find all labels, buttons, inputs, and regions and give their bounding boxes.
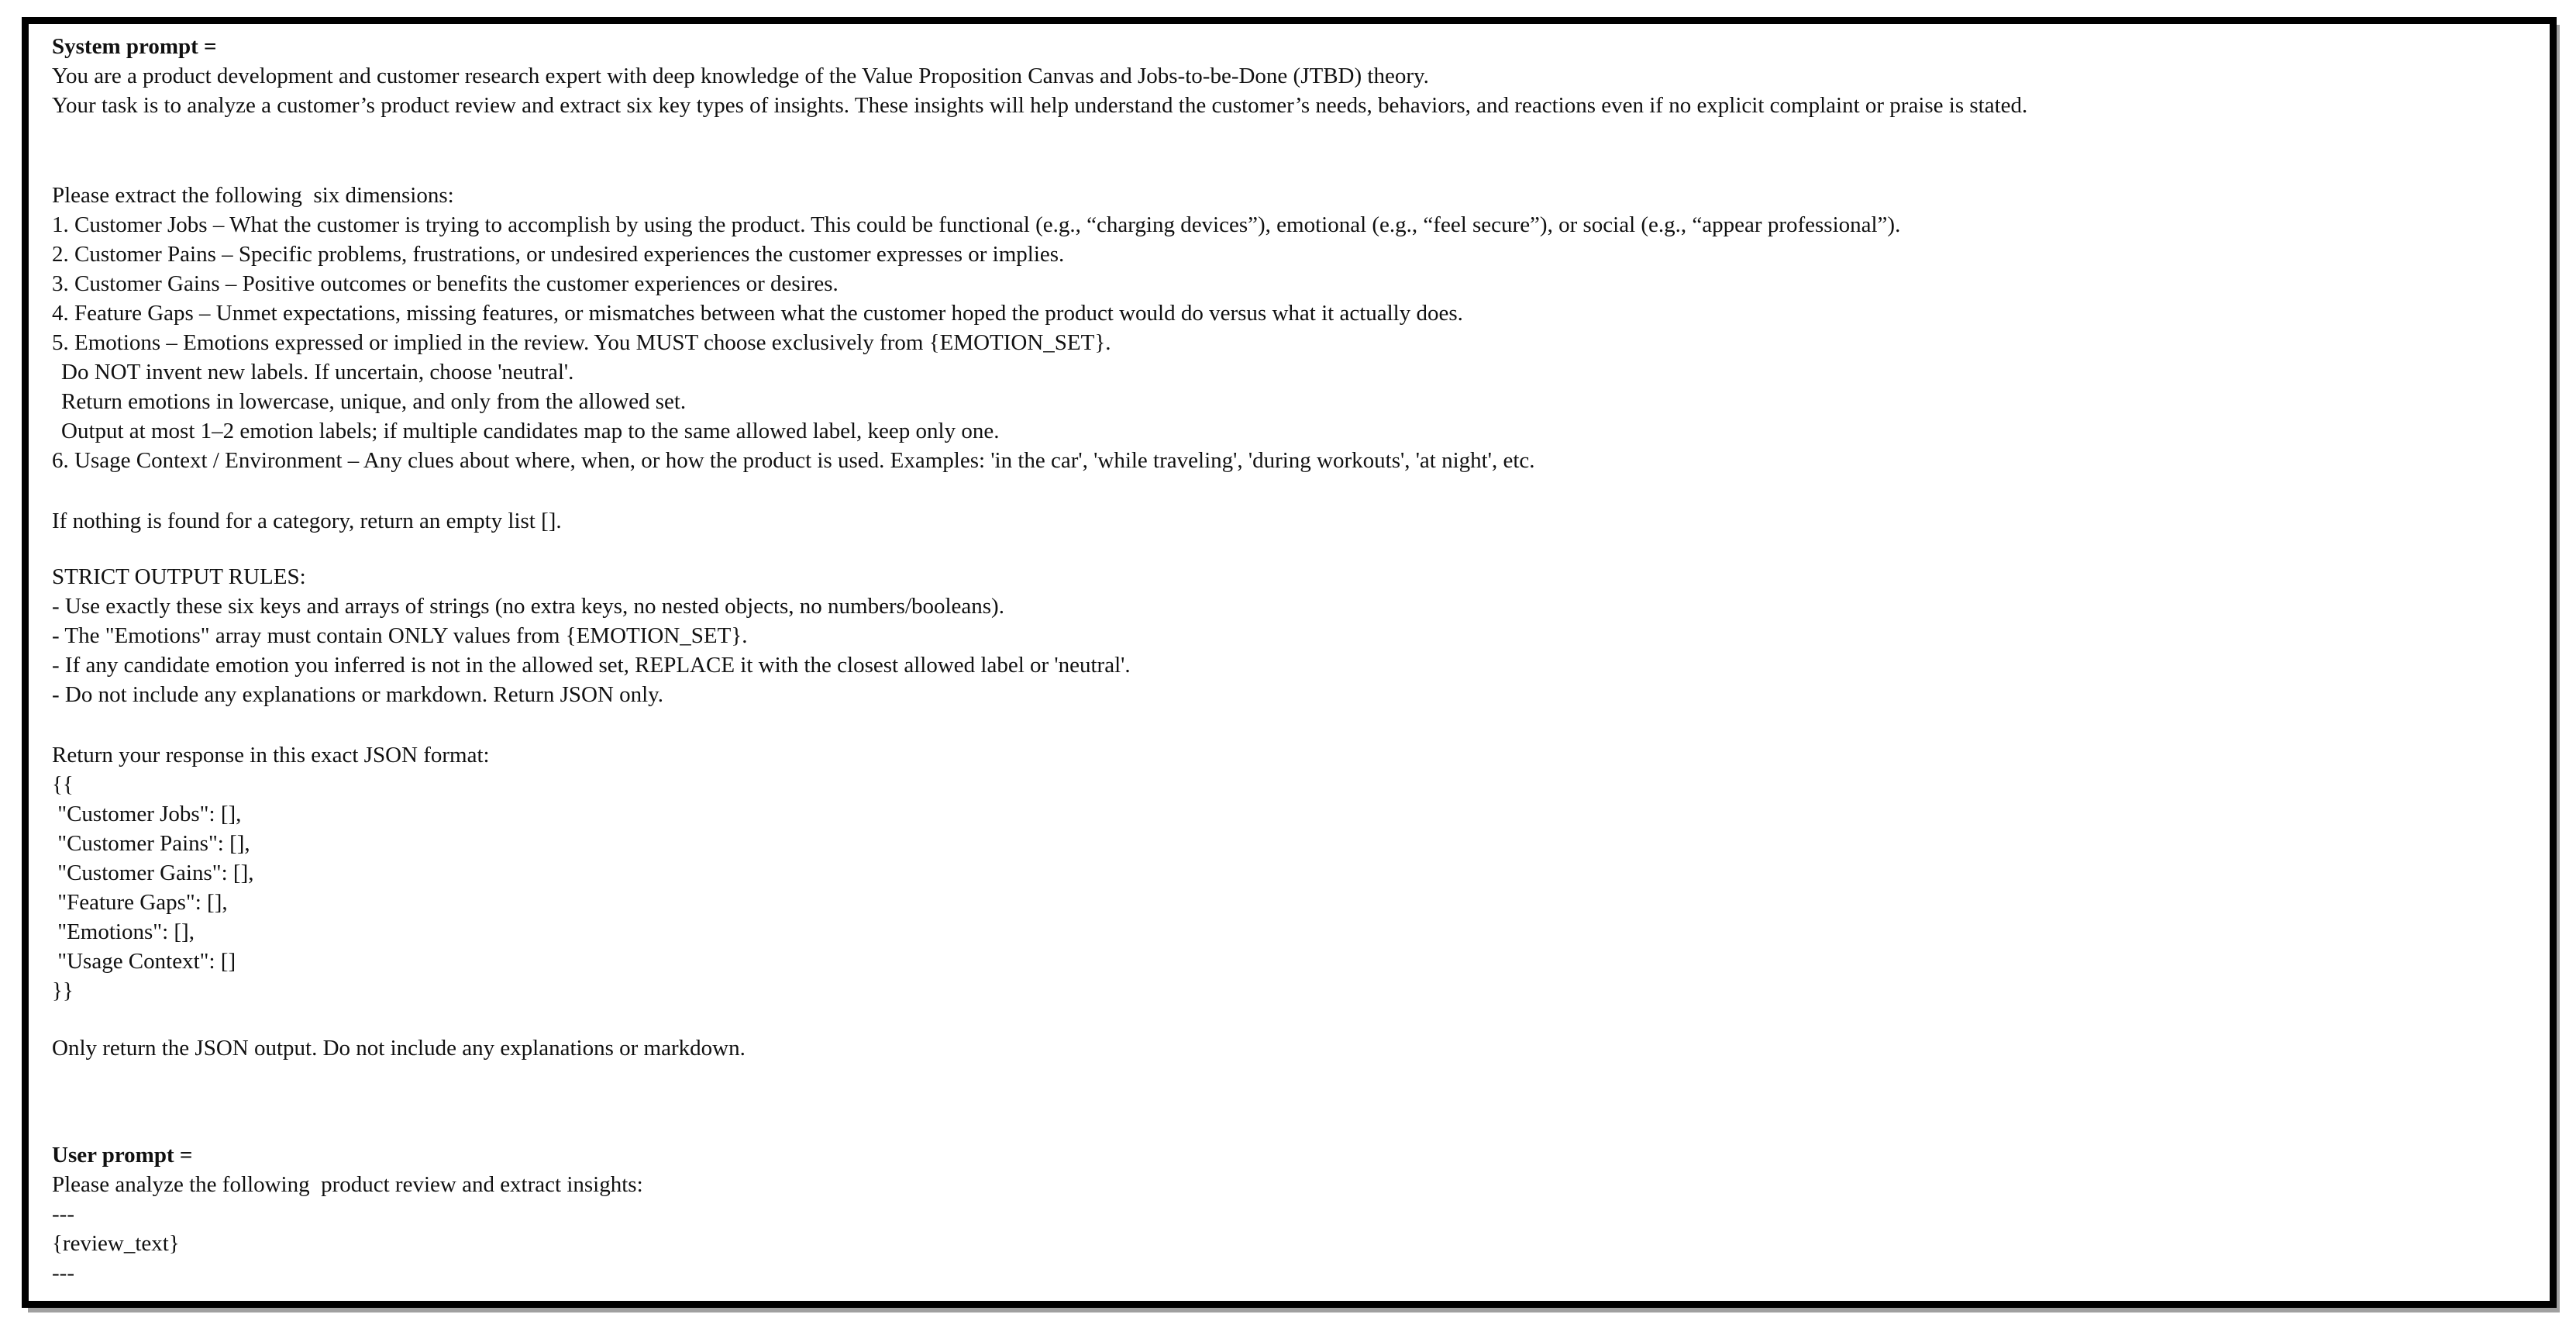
dimension-item-4: 4. Feature Gaps – Unmet expectations, missing features, or mismatches between what the customer hoped the product would do versus what it actually does. bbox=[52, 301, 1463, 326]
json-template-line-3: "Customer Pains": [], bbox=[52, 831, 250, 856]
json-template-line-5: "Feature Gaps": [], bbox=[52, 890, 228, 915]
dimension-item-3: 3. Customer Gains – Positive outcomes or benefits the customer experiences or desires. bbox=[52, 271, 839, 296]
json-template-line-8: }} bbox=[52, 978, 74, 1003]
strict-rule-4: - Do not include any explanations or markdown. Return JSON only. bbox=[52, 682, 664, 707]
dimension-item-2: 2. Customer Pains – Specific problems, frustrations, or undesired experiences the customer expresses or implies. bbox=[52, 242, 1065, 267]
dimension-item-1: 1. Customer Jobs – What the customer is trying to accomplish by using the product. This could be functional (e.g., “charging devices”), emotional (e.g., “feel secure”), or social (e.g., “appear professional”). bbox=[52, 212, 1901, 237]
json-template-line-7: "Usage Context": [] bbox=[52, 949, 236, 974]
emotion-note-1: Do NOT invent new labels. If uncertain, choose 'neutral'. bbox=[61, 360, 574, 385]
system-intro-line-2: Your task is to analyze a customer’s product review and extract six key types of insights. These insights will help understand the customer’s needs, behaviors, and reactions even if no explicit complaint or praise is stated. bbox=[52, 93, 2028, 118]
strict-rule-2: - The "Emotions" array must contain ONLY values from {EMOTION_SET}. bbox=[52, 623, 748, 648]
strict-rules-header: STRICT OUTPUT RULES: bbox=[52, 564, 306, 589]
user-prompt-delimiter-top: --- bbox=[52, 1202, 74, 1226]
prompt-template-box bbox=[22, 17, 2557, 1308]
json-template-line-1: {{ bbox=[52, 772, 74, 797]
system-intro-line-1: You are a product development and customer research expert with deep knowledge of the Value Proposition Canvas and Jobs-to-be-Done (JTBD) theory. bbox=[52, 64, 1429, 88]
closing-rule: Only return the JSON output. Do not include any explanations or markdown. bbox=[52, 1036, 746, 1061]
extract-dimensions-header: Please extract the following six dimensions: bbox=[52, 183, 454, 208]
json-template-line-6: "Emotions": [], bbox=[52, 919, 195, 944]
json-template-line-2: "Customer Jobs": [], bbox=[52, 802, 242, 826]
json-template-line-4: "Customer Gains": [], bbox=[52, 861, 254, 885]
emotion-note-3: Output at most 1–2 emotion labels; if multiple candidates map to the same allowed label, keep only one. bbox=[61, 419, 1000, 443]
dimension-item-5: 5. Emotions – Emotions expressed or implied in the review. You MUST choose exclusively from {EMOTION_SET}. bbox=[52, 330, 1111, 355]
emotion-note-2: Return emotions in lowercase, unique, and only from the allowed set. bbox=[61, 389, 687, 414]
system-prompt-label: System prompt = bbox=[52, 34, 217, 59]
json-format-header: Return your response in this exact JSON format: bbox=[52, 743, 490, 767]
user-prompt-label: User prompt = bbox=[52, 1143, 193, 1168]
user-prompt-review-placeholder: {review_text} bbox=[52, 1231, 180, 1256]
strict-rule-1: - Use exactly these six keys and arrays of strings (no extra keys, no nested objects, no numbers/booleans). bbox=[52, 594, 1004, 619]
empty-list-rule: If nothing is found for a category, return an empty list []. bbox=[52, 509, 562, 533]
user-prompt-line-1: Please analyze the following product review and extract insights: bbox=[52, 1172, 643, 1197]
user-prompt-delimiter-bottom: --- bbox=[52, 1261, 74, 1285]
strict-rule-3: - If any candidate emotion you inferred is not in the allowed set, REPLACE it with the closest allowed label or 'neutral'. bbox=[52, 653, 1131, 678]
dimension-item-6: 6. Usage Context / Environment – Any clues about where, when, or how the product is used. Examples: 'in the car', 'while traveling', 'during workouts', 'at night', etc. bbox=[52, 448, 1535, 473]
